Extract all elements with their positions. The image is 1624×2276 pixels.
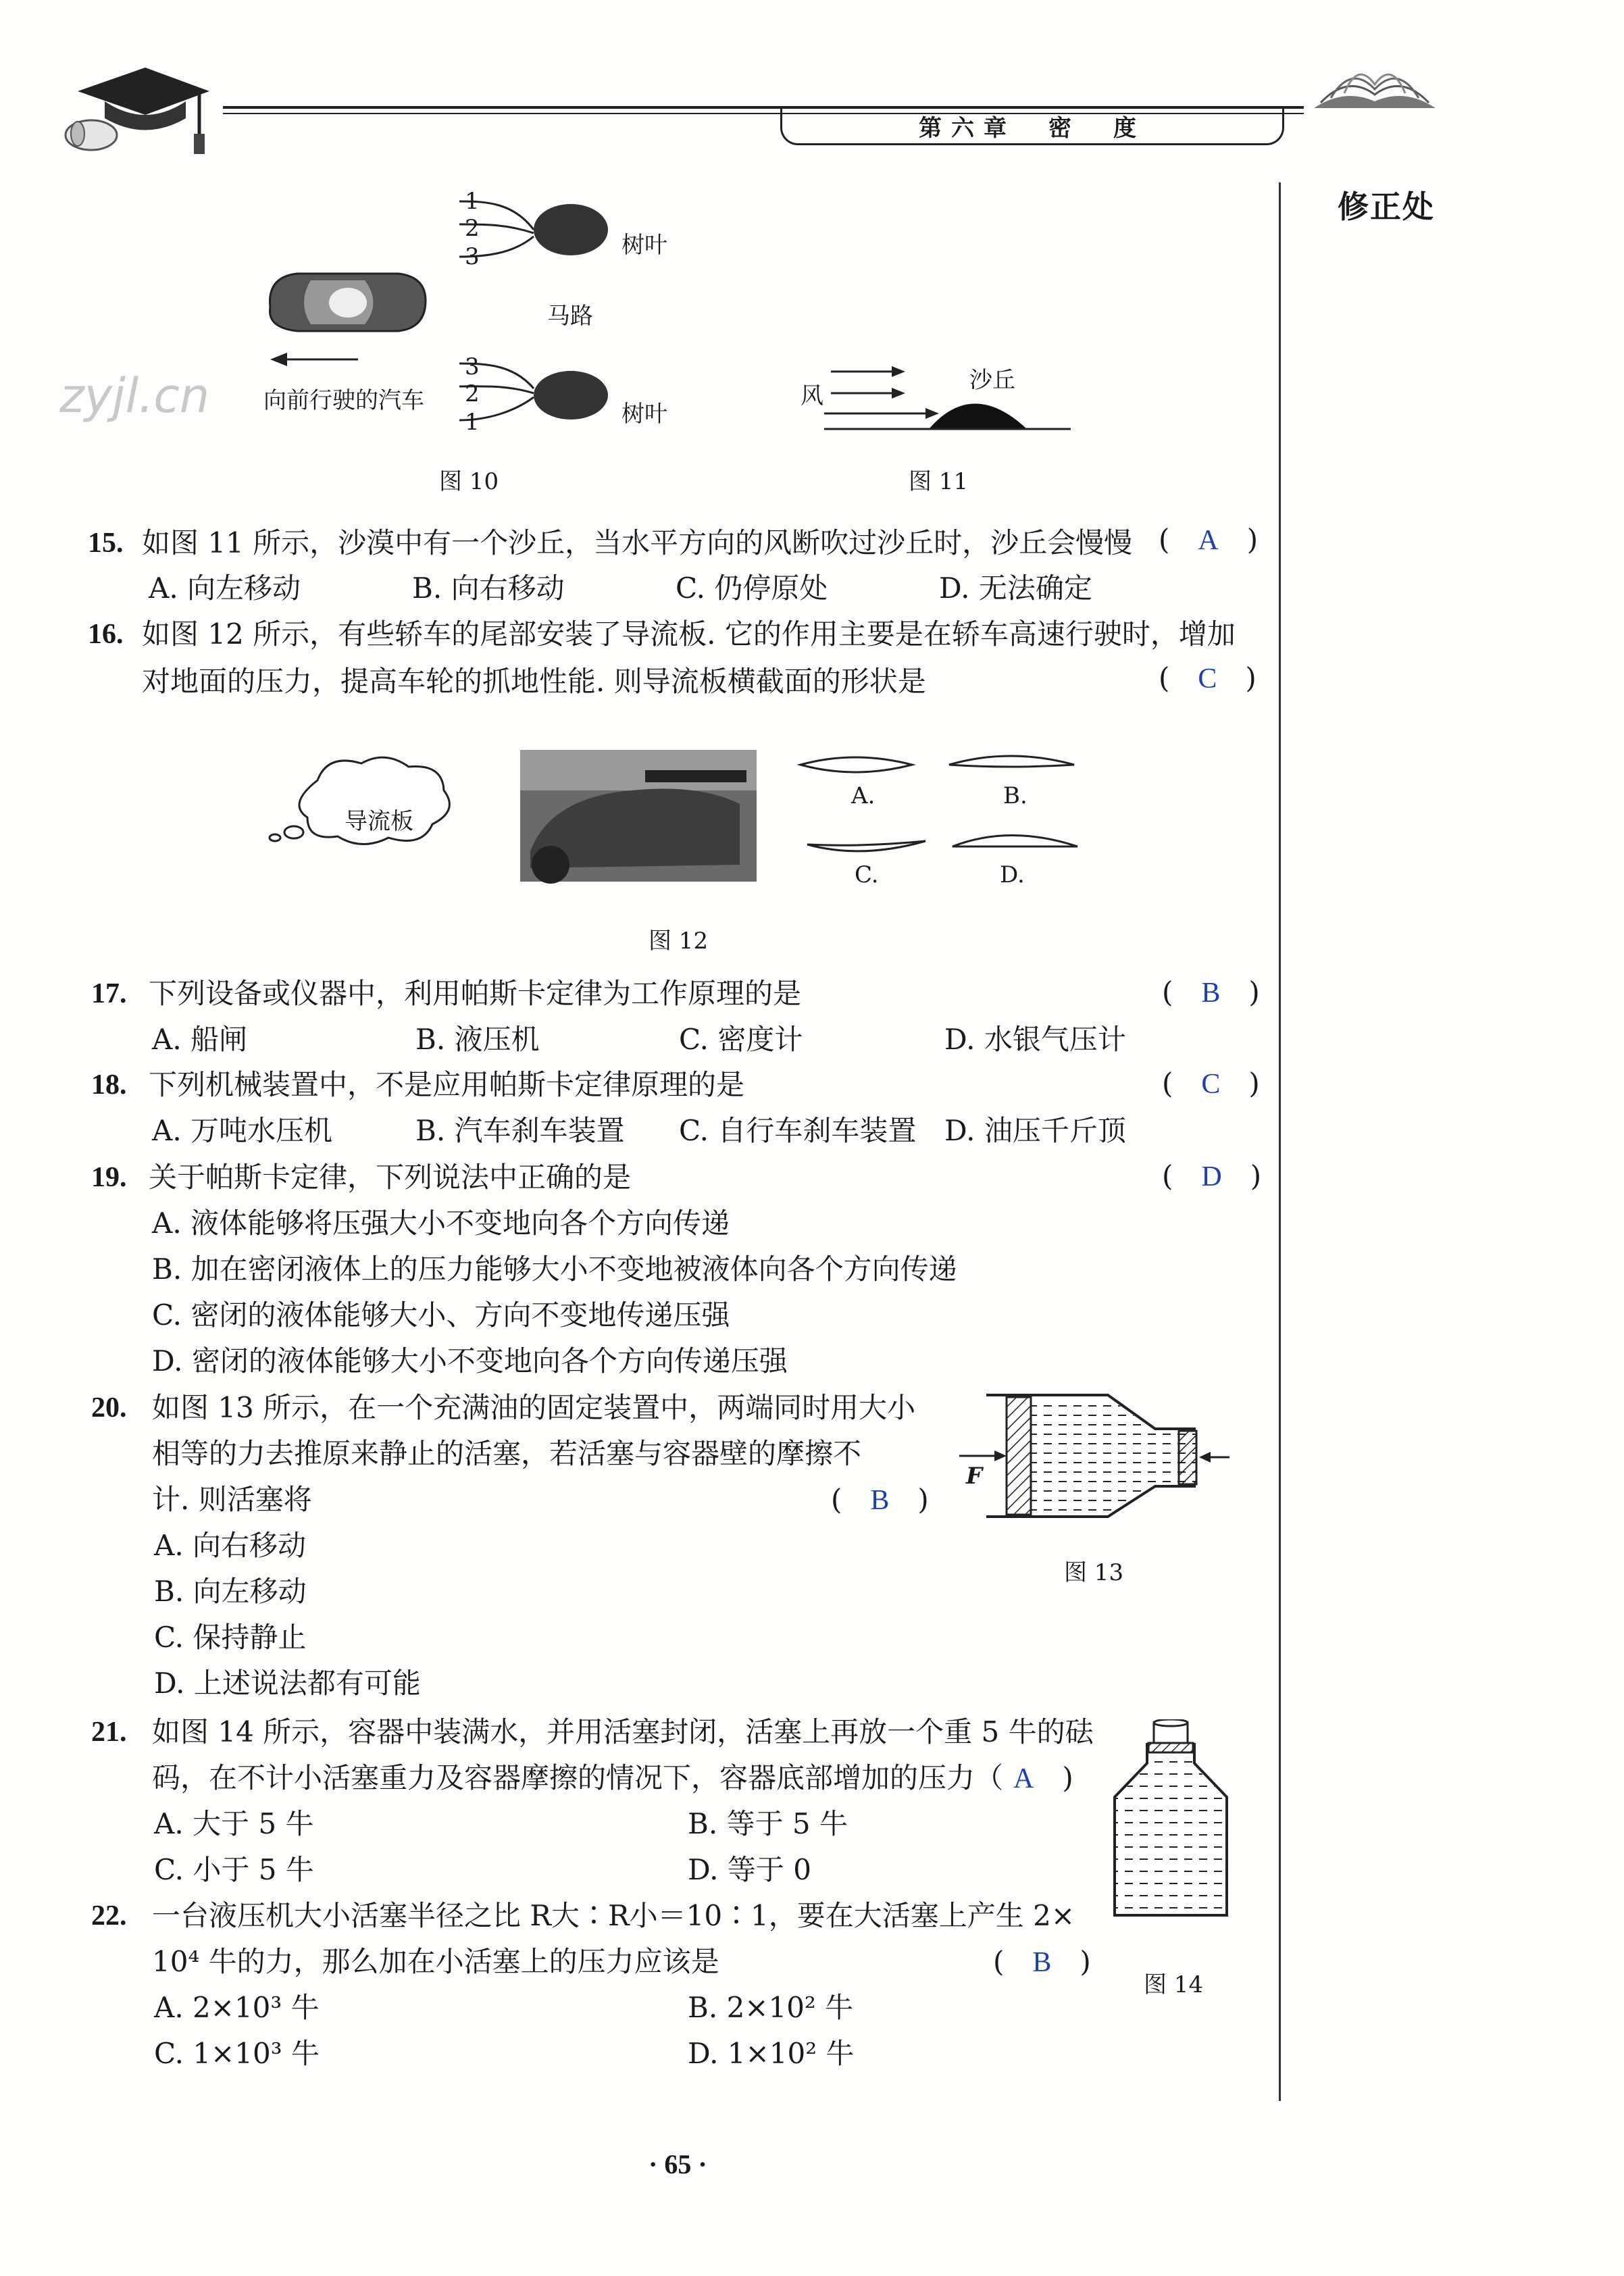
fig10-top-num-1: 1	[465, 188, 480, 215]
q21-answer-bracket: A )	[1013, 1761, 1073, 1794]
q20-stem-line3: 计. 则活塞将	[152, 1483, 312, 1516]
q18-number: 18.	[91, 1069, 127, 1101]
q16-stem-line1: 如图 12 所示，有些轿车的尾部安装了导流板. 它的作用主要是在轿车高速行驶时，增加	[142, 617, 1236, 651]
fig13-force-label: F	[966, 1463, 983, 1490]
q15-option-a: A. 向左移动	[149, 572, 301, 605]
q22-number: 22.	[91, 1900, 127, 1931]
q19-number: 19.	[91, 1162, 127, 1193]
fig14-caption: 图 14	[1144, 1971, 1204, 1998]
q18-option-c: C. 自行车刹车装置	[679, 1114, 917, 1147]
page-number: · 65 ·	[649, 2149, 707, 2179]
q15-option-c: C. 仍停原处	[676, 572, 828, 605]
q20-answer: B	[870, 1485, 890, 1516]
q20-option-d: D. 上述说法都有可能	[154, 1667, 421, 1700]
q18-answer-bracket: ( C )	[1162, 1067, 1260, 1100]
q20-option-a: A. 向右移动	[154, 1529, 307, 1562]
q18-option-b: B. 汽车刹车装置	[415, 1114, 625, 1147]
q17-option-a: A. 船闸	[152, 1023, 248, 1056]
fig11-dune-label: 沙丘	[969, 367, 1015, 394]
q16-answer: C	[1198, 663, 1217, 694]
q17-option-b: B. 液压机	[415, 1023, 540, 1056]
q18-option-a: A. 万吨水压机	[152, 1114, 333, 1147]
q22-answer-bracket: ( B )	[993, 1945, 1091, 1978]
q17-stem: 下列设备或仪器中，利用帕斯卡定律为工作原理的是	[149, 977, 802, 1010]
fig12-option-c: C.	[855, 861, 879, 888]
fig10-leaf-label-bottom: 树叶	[621, 401, 667, 428]
fig10-bottom-num-2: 2	[465, 380, 480, 407]
q19-answer-bracket: ( D )	[1162, 1159, 1262, 1192]
figure-13-diagram	[953, 1392, 1236, 1527]
q17-option-d: D. 水银气压计	[944, 1023, 1126, 1056]
figure-14-diagram	[1108, 1719, 1236, 1922]
fig11-caption: 图 11	[909, 468, 969, 495]
open-book-icon	[1311, 61, 1439, 111]
q16-number: 16.	[88, 619, 124, 650]
watermark: zyjl.cn	[59, 368, 210, 424]
fig10-top-num-3: 3	[465, 243, 480, 270]
q20-option-c: C. 保持静止	[154, 1621, 307, 1654]
fig10-leaf-label-top: 树叶	[621, 232, 667, 259]
fig12-option-d: D.	[1000, 861, 1025, 888]
q15-stem: 如图 11 所示，沙漠中有一个沙丘，当水平方向的风断吹过沙丘时，沙丘会慢慢	[142, 526, 1133, 559]
q21-answer: A	[1013, 1763, 1034, 1794]
fig10-top-num-2: 2	[465, 215, 480, 242]
fig10-car-label: 向前行驶的汽车	[263, 387, 424, 414]
q15-option-b: B. 向右移动	[412, 572, 565, 605]
q19-option-b: B. 加在密闭液体上的压力能够大小不变地被液体向各个方向传递	[152, 1253, 957, 1286]
q21-option-a: A. 大于 5 牛	[154, 1807, 314, 1840]
fig10-bottom-num-3: 3	[465, 353, 480, 380]
q15-option-d: D. 无法确定	[939, 572, 1092, 605]
fig10-caption: 图 10	[439, 468, 499, 495]
q20-number: 20.	[91, 1392, 127, 1423]
q18-answer: C	[1201, 1069, 1221, 1100]
q19-option-d: D. 密闭的液体能够大小不变地向各个方向传递压强	[152, 1344, 788, 1377]
q21-number: 21.	[91, 1717, 127, 1748]
q18-stem: 下列机械装置中，不是应用帕斯卡定律原理的是	[149, 1068, 745, 1101]
fig10-road-label: 马路	[547, 303, 593, 330]
q22-option-d: D. 1×10² 牛	[688, 2037, 855, 2070]
q15-answer: A	[1198, 525, 1219, 556]
chapter-title: 第六章 密 度	[780, 108, 1284, 145]
graduation-cap-icon	[64, 54, 213, 162]
fig10-bottom-num-1: 1	[465, 409, 480, 436]
fig12-bubble-label: 导流板	[345, 808, 413, 835]
q22-option-a: A. 2×10³ 牛	[154, 1991, 320, 2024]
margin-title: 修正处	[1338, 188, 1435, 225]
q22-stem-line2: 10⁴ 牛的力，那么加在小活塞上的压力应该是	[152, 1945, 719, 1978]
q16-stem-line2: 对地面的压力，提高车轮的抓地性能. 则导流板横截面的形状是	[142, 665, 926, 698]
q22-option-b: B. 2×10² 牛	[688, 1991, 854, 2024]
q20-option-b: B. 向左移动	[154, 1575, 307, 1608]
q19-option-c: C. 密闭的液体能够大小、方向不变地传递压强	[152, 1298, 730, 1332]
fig11-wind-label: 风	[801, 382, 823, 409]
q19-stem: 关于帕斯卡定律，下列说法中正确的是	[149, 1161, 632, 1194]
fig12-caption: 图 12	[649, 928, 709, 955]
q20-answer-bracket: ( B )	[831, 1483, 929, 1516]
q22-answer: B	[1032, 1947, 1052, 1978]
q17-answer: B	[1201, 978, 1221, 1009]
q20-stem-line2: 相等的力去推原来静止的活塞，若活塞与容器壁的摩擦不	[152, 1437, 862, 1470]
q17-option-c: C. 密度计	[679, 1023, 803, 1056]
q16-answer-bracket: ( C )	[1159, 661, 1257, 694]
q22-stem-line1: 一台液压机大小活塞半径之比 R大∶R小＝10∶1，要在大活塞上产生 2×	[152, 1899, 1075, 1932]
q21-option-d: D. 等于 0	[688, 1853, 811, 1886]
fig12-option-a: A.	[851, 782, 876, 809]
fig12-option-b: B.	[1003, 782, 1027, 809]
q20-stem-line1: 如图 13 所示，在一个充满油的固定装置中，两端同时用大小	[152, 1391, 916, 1424]
q17-answer-bracket: ( B )	[1162, 976, 1260, 1009]
q21-stem-line2: 码，在不计小活塞重力及容器摩擦的情况下，容器底部增加的压力（	[152, 1761, 1004, 1794]
figure-11-diagram	[797, 351, 1081, 439]
q21-stem-line1: 如图 14 所示，容器中装满水，并用活塞封闭，活塞上再放一个重 5 牛的砝	[152, 1715, 1094, 1748]
q19-option-a: A. 液体能够将压强大小不变地向各个方向传递	[152, 1207, 730, 1240]
q21-option-b: B. 等于 5 牛	[688, 1807, 848, 1840]
margin-divider	[1279, 182, 1281, 2101]
q15-number: 15.	[88, 528, 124, 559]
q22-option-c: C. 1×10³ 牛	[154, 2037, 320, 2070]
q18-option-d: D. 油压千斤顶	[944, 1114, 1126, 1147]
fig13-caption: 图 13	[1064, 1559, 1124, 1586]
q17-number: 17.	[91, 978, 127, 1009]
q19-answer: D	[1201, 1161, 1222, 1192]
q15-answer-bracket: ( A )	[1159, 523, 1259, 556]
q21-option-c: C. 小于 5 牛	[154, 1853, 314, 1886]
